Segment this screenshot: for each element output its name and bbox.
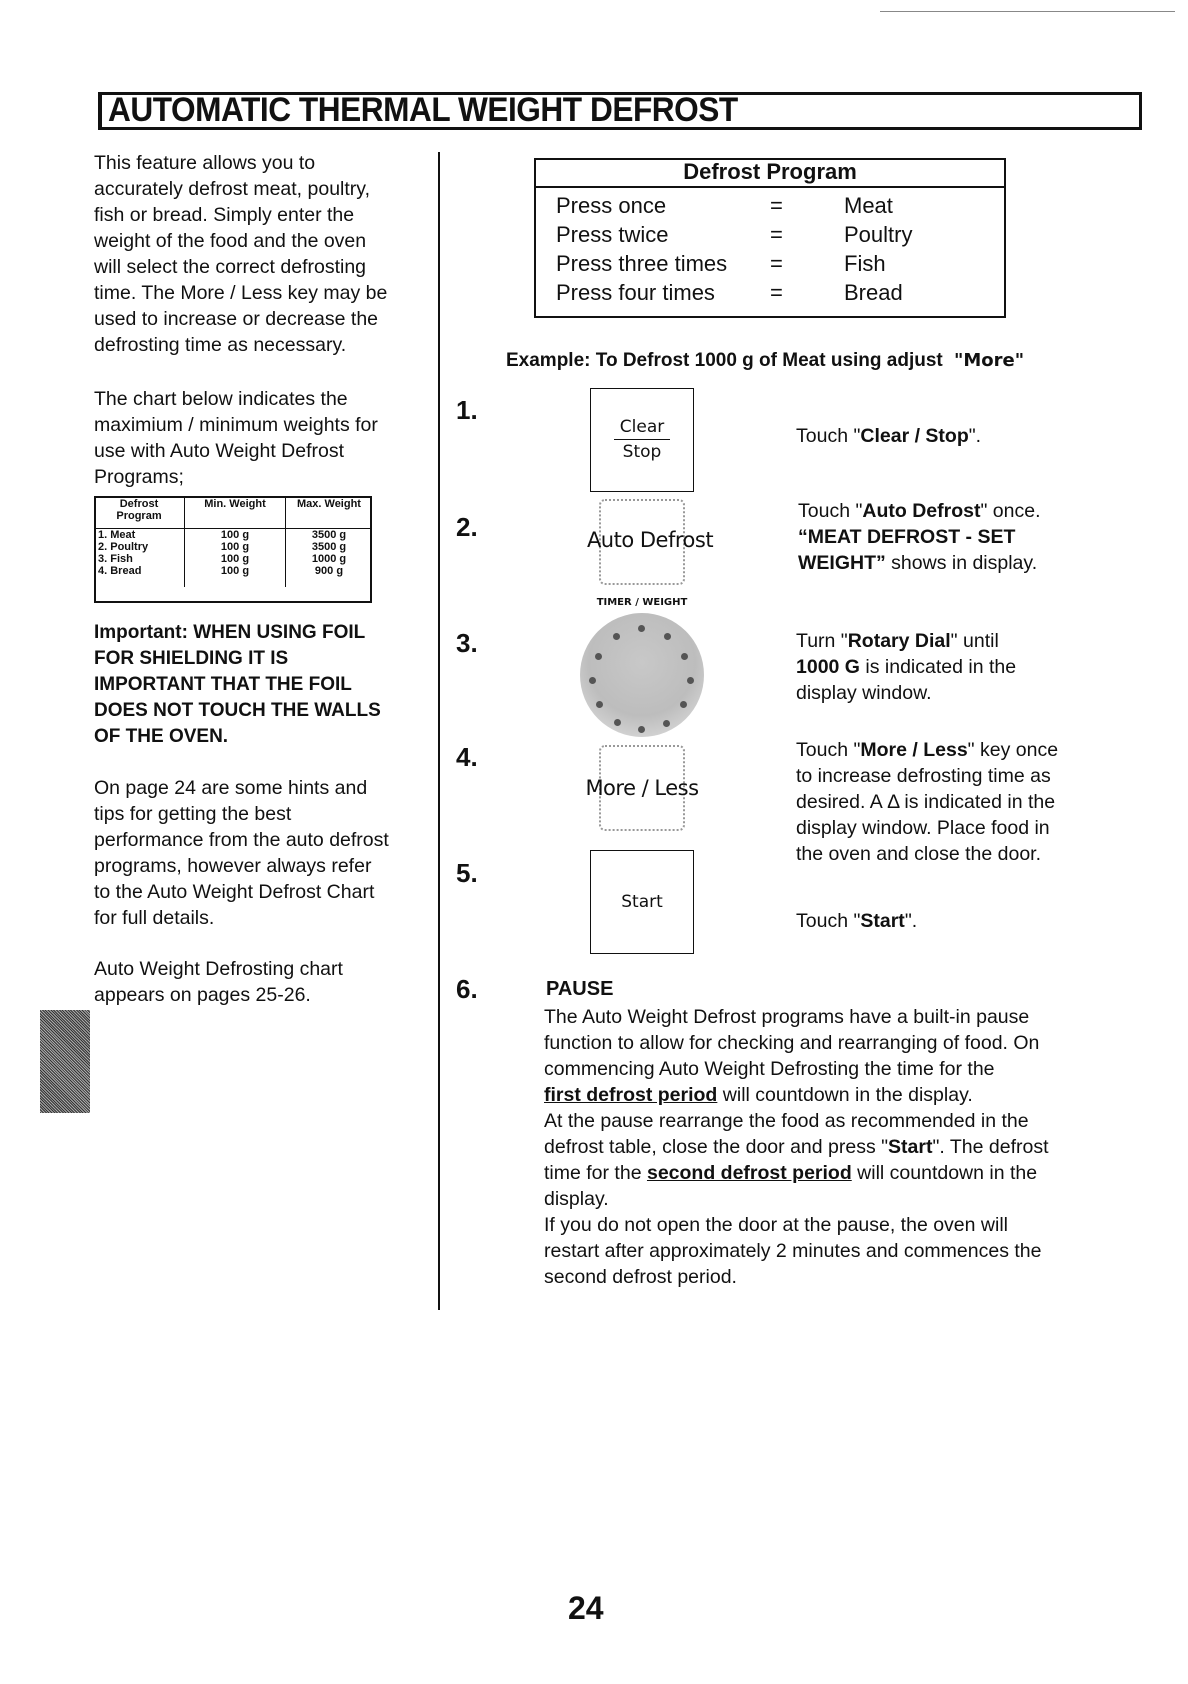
text-fragment: " once. (980, 500, 1041, 522)
step-3-text (796, 628, 1016, 706)
text-fragment: Touch " (796, 739, 861, 761)
text-fragment: " until (950, 630, 999, 652)
clear-stop-button[interactable] (590, 388, 694, 492)
header-max-weight: Max. Weight (286, 496, 373, 528)
text-line: display window. Place food in (796, 817, 1050, 839)
text-line: maximium / minimum weights for (94, 414, 378, 436)
text-fragment: " key once (967, 739, 1059, 761)
step-number-5: 5. (456, 858, 478, 888)
text-line: display. (544, 1188, 609, 1210)
text-fragment: is indicated in the (859, 656, 1017, 678)
step-2-text (798, 498, 1041, 576)
text-fragment: time for the (544, 1162, 647, 1184)
example-heading (506, 350, 1024, 372)
text-fragment: Touch " (796, 425, 861, 447)
weight-table-header (94, 496, 372, 528)
text-line: used to increase or decrease the (94, 308, 379, 330)
defrost-program-title: Defrost Program (534, 158, 1006, 188)
press-count: Press twice (556, 222, 669, 247)
text-line: function to allow for checking and rearranging of food. On (544, 1032, 1040, 1054)
intro-paragraph (94, 150, 434, 358)
rotary-dial[interactable] (580, 613, 704, 737)
step-number-4: 4. (456, 742, 478, 772)
dial-dot (614, 719, 621, 726)
example-heading-quote: "More" (954, 350, 1025, 371)
text-line: use with Auto Weight Defrost (94, 440, 345, 462)
pause-paragraph (544, 1004, 1134, 1290)
first-defrost-period-emphasis: first defrost period (544, 1084, 718, 1106)
chart-reference (94, 956, 434, 1008)
equals-sign: = (770, 251, 783, 276)
text-fragment: ". The defrost (932, 1136, 1049, 1158)
text-line: second defrost period. (544, 1266, 737, 1288)
text-line: tips for getting the best (94, 803, 292, 825)
foil-warning (94, 620, 434, 750)
dial-dot (596, 701, 603, 708)
equals-sign: = (770, 222, 783, 247)
second-defrost-period-emphasis: second defrost period (646, 1162, 852, 1184)
food-type: Bread (844, 280, 903, 305)
cell-min: 100 g (185, 565, 286, 587)
text-line: desired. A Δ is indicated in the (796, 791, 1056, 813)
text-line: At the pause rearrange the food as recommended in the (544, 1110, 1029, 1132)
text-line: Important: WHEN USING FOIL (94, 622, 366, 643)
food-type: Poultry (844, 222, 913, 247)
table-row (94, 553, 372, 565)
text-fragment-bold: Start (860, 910, 905, 932)
text-line: The Auto Weight Defrost programs have a built-in pause (544, 1006, 1030, 1028)
program-equals-column (770, 191, 783, 307)
clear-label: Clear (614, 416, 670, 440)
text-fragment: Touch " (796, 910, 861, 932)
text-fragment: defrost table, close the door and press " (544, 1136, 889, 1158)
cell-min: 100 g (185, 528, 286, 541)
program-press-column (556, 191, 727, 307)
dial-dot (681, 653, 688, 660)
equals-sign: = (770, 280, 783, 305)
page-title: AUTOMATIC THERMAL WEIGHT DEFROST (108, 91, 738, 129)
text-line: restart after approximately 2 minutes and commences the (544, 1240, 1042, 1262)
step-number-1: 1. (456, 395, 478, 425)
display-message: WEIGHT” (798, 552, 886, 574)
press-count: Press three times (556, 251, 728, 276)
cell-min: 100 g (185, 541, 286, 553)
text-fragment-bold: Clear / Stop (860, 425, 969, 447)
text-fragment-bold: Auto Defrost (862, 500, 981, 522)
text-line: will select the correct defrosting (94, 256, 367, 278)
cell-max: 3500 g (311, 540, 347, 553)
dial-dot (664, 633, 671, 640)
text-line: defrosting time as necessary. (94, 334, 347, 356)
more-less-button[interactable]: More / Less (585, 776, 699, 800)
cell-program: 3. Fish (94, 553, 185, 565)
text-line: appears on pages 25-26. (94, 984, 311, 1006)
table-row (94, 565, 372, 587)
text-line: accurately defrost meat, poultry, (94, 178, 371, 200)
dial-dot (638, 726, 645, 733)
text-fragment-bold: Rotary Dial (847, 630, 951, 652)
weight-value: 1000 G (796, 656, 860, 678)
text-line: time. The More / Less key may be (94, 282, 388, 304)
text-fragment: ". (968, 425, 982, 447)
step-5-text (796, 908, 917, 934)
text-line: weight of the food and the oven (94, 230, 367, 252)
text-line: Auto Weight Defrosting chart (94, 958, 343, 980)
text-line: FOR SHIELDING IT IS (94, 648, 289, 669)
food-type: Fish (844, 251, 886, 276)
text-line: commencing Auto Weight Defrosting the time for the (544, 1058, 995, 1080)
text-line: the oven and close the door. (796, 843, 1042, 865)
example-heading-text: Example: To Defrost 1000 g of Meat using adjust (506, 350, 943, 371)
cell-max: 1000 g (311, 552, 347, 565)
header-defrost-program: Defrost Program (94, 496, 185, 528)
text-fragment: Touch " (798, 500, 863, 522)
food-type: Meat (844, 193, 893, 218)
text-fragment: will countdown in the (851, 1162, 1038, 1184)
header-min-weight: Min. Weight (185, 496, 286, 528)
step-number-6: 6. (456, 974, 478, 1004)
text-line: Programs; (94, 466, 184, 488)
cell-max: 900 g (314, 564, 344, 577)
dial-dot (687, 677, 694, 684)
dial-dot (680, 701, 687, 708)
chart-intro-paragraph (94, 386, 434, 490)
step-4-text (796, 737, 1058, 867)
cell-program: 2. Poultry (94, 541, 185, 553)
dial-dot (589, 677, 596, 684)
step-number-3: 3. (456, 628, 478, 658)
step-1-text (796, 423, 981, 449)
auto-defrost-button[interactable]: Auto Defrost (586, 528, 714, 552)
display-message: “MEAT DEFROST - SET (798, 526, 1016, 548)
text-fragment: ". (904, 910, 918, 932)
text-line: fish or bread. Simply enter the (94, 204, 355, 226)
equals-sign: = (770, 193, 783, 218)
start-label: Start (621, 892, 663, 912)
hints-paragraph (94, 775, 434, 931)
text-line: If you do not open the door at the pause, the oven will (544, 1214, 1008, 1236)
section-tab-marker (40, 1010, 90, 1113)
text-line: to increase defrosting time as (796, 765, 1051, 787)
program-food-column (844, 191, 912, 307)
scan-artifact-line (880, 11, 1175, 12)
dial-dot (595, 653, 602, 660)
column-divider (438, 152, 440, 1310)
cell-max: 3500 g (311, 528, 347, 541)
text-line: IMPORTANT THAT THE FOIL (94, 674, 352, 695)
cell-program: 4. Bread (94, 565, 185, 587)
text-fragment-bold: Start (888, 1136, 933, 1158)
text-fragment-bold: More / Less (860, 739, 968, 761)
text-line: The chart below indicates the (94, 388, 348, 410)
press-count: Press once (556, 193, 667, 218)
timer-weight-caption: TIMER / WEIGHT (596, 597, 688, 608)
step-number-2: 2. (456, 512, 478, 542)
press-count: Press four times (556, 280, 715, 305)
weight-table (94, 496, 372, 587)
text-fragment: shows in display. (885, 552, 1038, 574)
text-line: performance from the auto defrost (94, 829, 389, 851)
pause-heading: PAUSE (546, 978, 614, 1000)
cell-program: 1. Meat (94, 528, 185, 541)
start-button[interactable] (590, 850, 694, 954)
dial-dot (663, 720, 670, 727)
text-line: On page 24 are some hints and (94, 777, 368, 799)
table-row (94, 541, 372, 553)
text-line: OF THE OVEN. (94, 726, 229, 747)
text-fragment: Turn " (796, 630, 848, 652)
dial-dot (613, 633, 620, 640)
cell-min: 100 g (185, 553, 286, 565)
text-line: display window. (796, 682, 932, 704)
stop-label: Stop (622, 442, 662, 462)
text-fragment: will countdown in the display. (717, 1084, 973, 1106)
text-line: This feature allows you to (94, 152, 316, 174)
page-number: 24 (568, 1590, 604, 1626)
text-line: programs, however always refer (94, 855, 372, 877)
text-line: to the Auto Weight Defrost Chart (94, 881, 375, 903)
text-line: DOES NOT TOUCH THE WALLS (94, 700, 381, 721)
dial-dot (638, 625, 645, 632)
table-row (94, 528, 372, 541)
text-line: for full details. (94, 907, 215, 929)
